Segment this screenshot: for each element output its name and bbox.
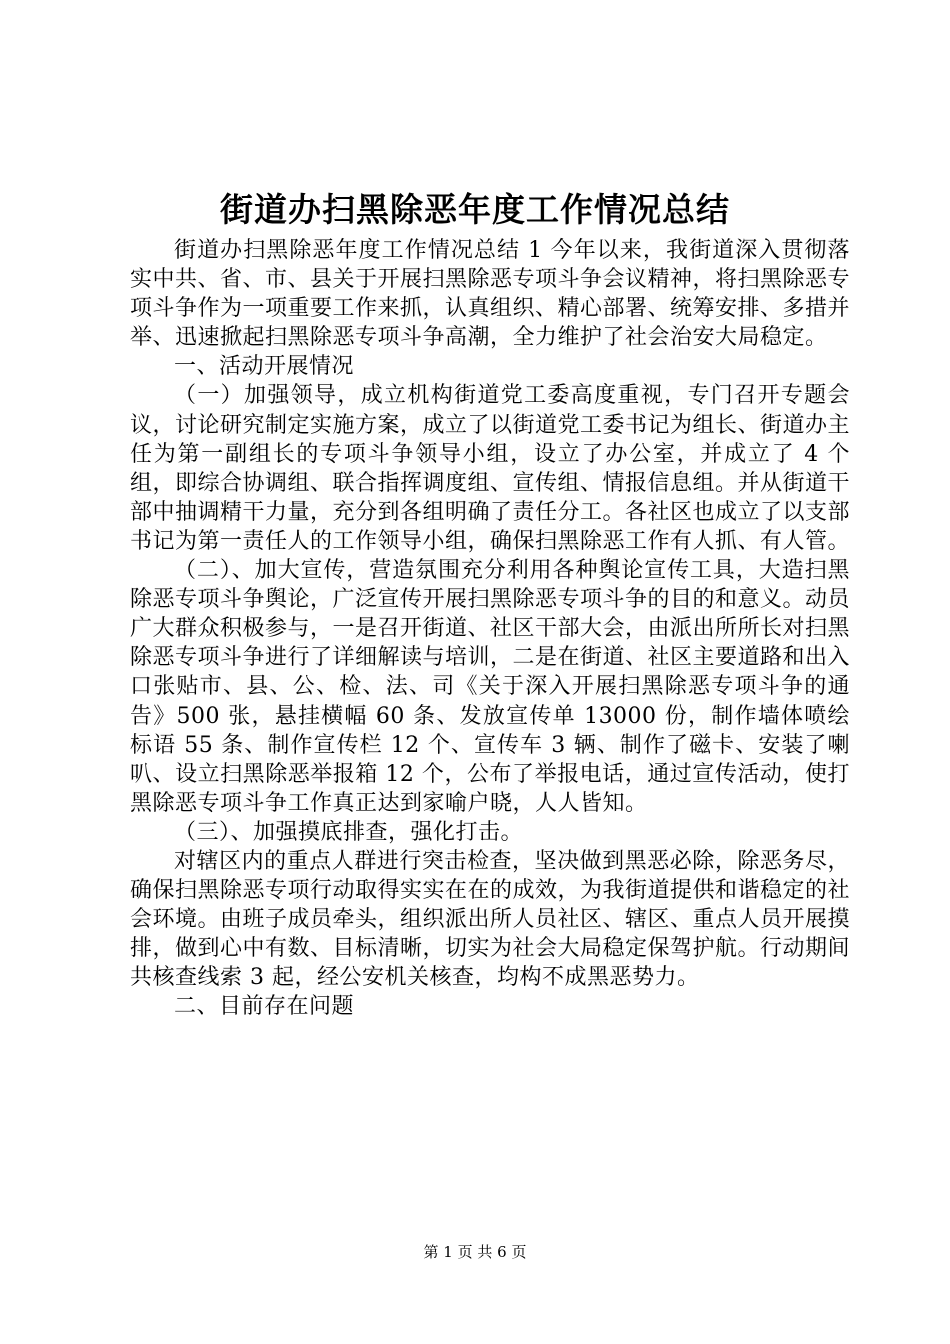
paragraph-publicity: （二）、加大宣传，营造氛围充分利用各种舆论宣传工具，大造扫黑除恶专项斗争舆论，广泛宣传开展扫黑除恶专项斗争的目的和意义。动员广大群众积极参与，一是召开街道、社区干部大会，由派出所所长对扫黑除恶专项斗争进行了详细解读与培训，二是在街道、社区主要道路和出入口张贴市、县、公、检、法、司《关于深入开展扫黑除恶专项斗争的通告》500 张，悬挂横幅 60 条、发放宣传单 13000 份，制作墙体喷绘标语 55 条、制作宣传栏 12 个、宣传车 3 辆、制作了磁卡、安装了喇叭、设立扫黑除恶举报箱 12 个，公布了举报电话，通过宣传活动，使打黑除恶专项斗争工作真正达到家喻户晓，人人皆知。 bbox=[130, 558, 851, 816]
document-title: 街道办扫黑除恶年度工作情况总结 bbox=[220, 190, 730, 229]
paragraph-intro: 街道办扫黑除恶年度工作情况总结 1 今年以来，我街道深入贯彻落实中共、省、市、县关于开展扫黑除恶专项斗争会议精神，将扫黑除恶专项斗争作为一项重要工作来抓，认真组织、精心部署、统筹安排、多措并举、迅速掀起扫黑除恶专项斗争高潮，全力维护了社会治安大局稳定。 bbox=[130, 238, 851, 351]
document-body bbox=[130, 236, 850, 1022]
section-heading-activities: 一、活动开展情况 bbox=[174, 354, 355, 380]
paragraph-leadership: （一）加强领导，成立机构街道党工委高度重视，专门召开专题会议，讨论研究制定实施方案，成立了以街道党工委书记为组长、街道办主任为第一副组长的专项斗争领导小组，设立了办公室，并成立了 4 个组，即综合协调组、联合指挥调度组、宣传组、情报信息组。并从街道干部中抽调精干力量，充分到各组明确了责任分工。各社区也成立了以支部书记为第一责任人的工作领导小组，确保扫黑除恶工作有人抓、有人管。 bbox=[130, 383, 851, 554]
paragraph-investigation-heading: （三）、加强摸底排查，强化打击。 bbox=[174, 819, 524, 845]
page-number-footer: 第 1 页 共 6 页 bbox=[423, 1243, 527, 1261]
section-heading-problems: 二、目前存在问题 bbox=[174, 994, 355, 1020]
paragraph-investigation: 对辖区内的重点人群进行突击检查，坚决做到黑恶必除，除恶务尽，确保扫黑除恶专项行动取得实实在在的成效，为我街道提供和谐稳定的社会环境。由班子成员牵头，组织派出所人员社区、辖区、重点人员开展摸排，做到心中有数、目标清晰，切实为社会大局稳定保驾护航。行动期间共核查线索 3 起，经公安机关核查，均构不成黑恶势力。 bbox=[130, 848, 851, 991]
